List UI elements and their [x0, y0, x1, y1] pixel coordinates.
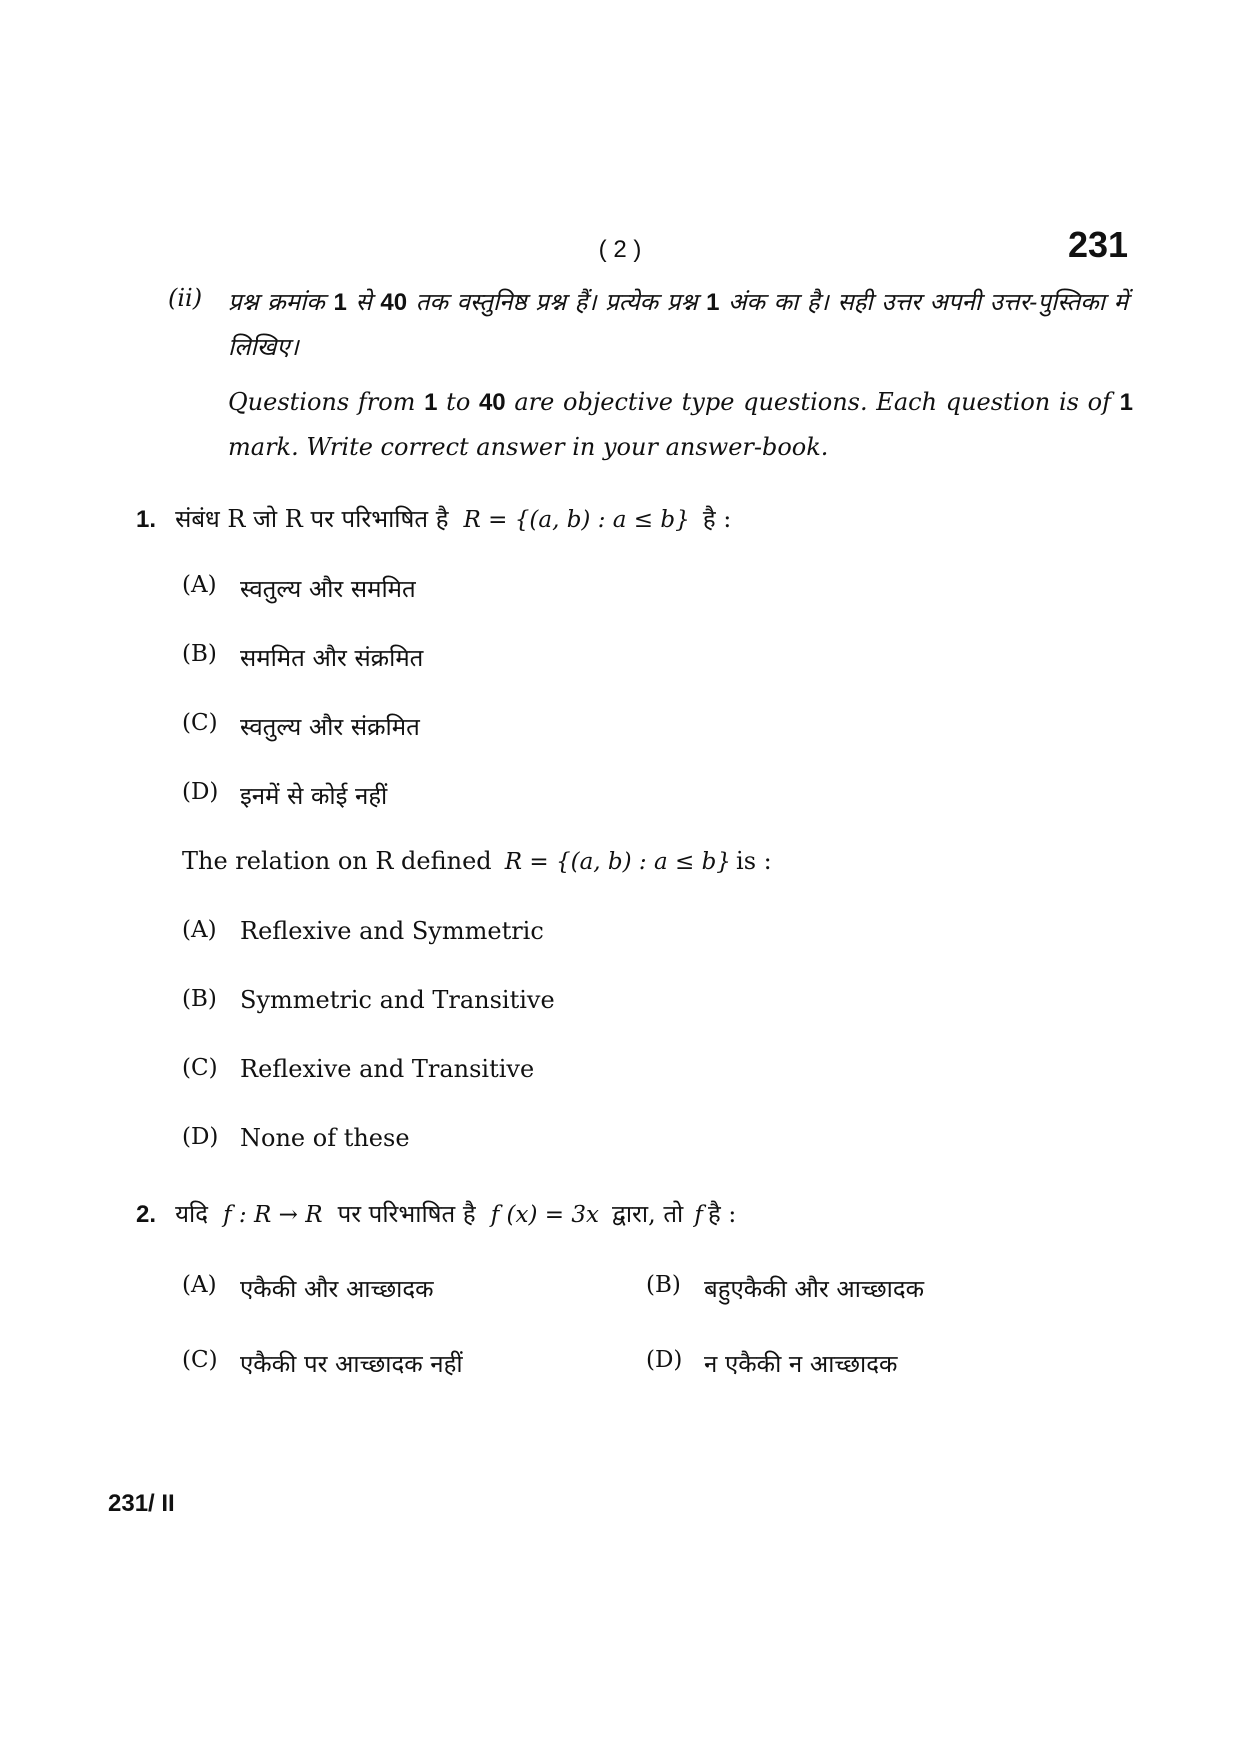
- hindi-instruction-text: से: [355, 288, 372, 316]
- option-text: एकैकी और आच्छादक: [240, 1275, 434, 1303]
- hindi-instruction-number: 1: [706, 289, 720, 316]
- question-text: The relation on R defined: [182, 847, 492, 875]
- option-text: सममित और संक्रमित: [240, 644, 424, 672]
- hindi-instruction-text: तक वस्तुनिष्ठ प्रश्न हैं। प्रत्येक प्रश्न: [415, 288, 698, 316]
- paper-code: 231: [1068, 224, 1129, 265]
- hindi-instruction-text: प्रश्न क्रमांक: [228, 288, 325, 316]
- option-text: Reflexive and Symmetric: [240, 917, 544, 945]
- option[interactable]: [182, 917, 544, 945]
- option[interactable]: [646, 1347, 898, 1378]
- english-instruction-number: 1: [424, 389, 438, 416]
- question-text: पर परिभाषित है: [337, 1200, 476, 1228]
- question-text: द्वारा, तो: [612, 1200, 684, 1228]
- option[interactable]: [182, 986, 555, 1014]
- option[interactable]: [182, 710, 420, 741]
- hindi-instruction-text: अंक का है। सही उत्तर अपनी उत्तर-पुस्तिका में लिखिए।: [228, 288, 1128, 361]
- option-text: बहुएकैकी और आच्छादक: [704, 1275, 925, 1303]
- question-text: यदि: [175, 1200, 208, 1228]
- option[interactable]: [182, 779, 388, 810]
- option-text: न एकैकी न आच्छादक: [704, 1350, 898, 1378]
- option-text: इनमें से कोई नहीं: [240, 782, 388, 810]
- question-1-english-stem: [182, 847, 772, 875]
- relation-formula: R = {(a, b) : a ≤ b}: [463, 507, 690, 533]
- function-formula: f (x) = 3x: [490, 1202, 599, 1228]
- hindi-instruction-number: 1: [333, 289, 347, 316]
- option-label: (A): [182, 572, 217, 598]
- question-number: 1.: [136, 506, 157, 533]
- option[interactable]: [182, 641, 424, 672]
- option-label: (C): [182, 710, 218, 736]
- english-instruction-number: 40: [478, 389, 506, 416]
- option-text: स्वतुल्य और संक्रमित: [240, 713, 420, 741]
- option-text: None of these: [240, 1124, 410, 1152]
- english-instruction: [228, 380, 1133, 469]
- option-label: (B): [182, 986, 217, 1012]
- english-instruction-number: 1: [1119, 389, 1133, 416]
- option-text: स्वतुल्य और सममित: [240, 575, 416, 603]
- question-1-stem: [136, 502, 731, 535]
- option[interactable]: [646, 1272, 925, 1303]
- hindi-instruction-number: 40: [380, 289, 408, 316]
- option[interactable]: [182, 1272, 434, 1303]
- function-formula: f : R → R: [223, 1202, 323, 1228]
- option-label: (D): [646, 1347, 683, 1373]
- english-instruction-text: to: [446, 388, 471, 416]
- option-label: (B): [646, 1272, 681, 1298]
- relation-formula: R = {(a, b) : a ≤ b}: [504, 849, 731, 875]
- option-label: (D): [182, 1124, 219, 1150]
- option-label: (C): [182, 1055, 218, 1081]
- option-text: Reflexive and Transitive: [240, 1055, 535, 1083]
- footer-code: 231/ II: [108, 1490, 175, 1517]
- option-text: एकैकी पर आच्छादक नहीं: [240, 1350, 463, 1378]
- hindi-instruction: [228, 280, 1128, 369]
- question-suffix: है :: [702, 505, 732, 533]
- english-instruction-text: mark. Write correct answer in your answer-book.: [228, 433, 829, 461]
- question-number: 2.: [136, 1201, 157, 1228]
- option[interactable]: [182, 572, 416, 603]
- question-2-stem: [136, 1197, 736, 1230]
- page-number: ( 2 ): [598, 236, 642, 263]
- question-text: संबंध R जो R पर परिभाषित है: [175, 505, 449, 533]
- question-suffix: is :: [736, 847, 772, 875]
- option-label: (A): [182, 1272, 217, 1298]
- function-symbol: f: [694, 1202, 703, 1228]
- option[interactable]: [182, 1124, 410, 1152]
- option[interactable]: [182, 1347, 463, 1378]
- option-text: Symmetric and Transitive: [240, 986, 555, 1014]
- english-instruction-text: are objective type questions. Each question is of: [514, 388, 1111, 416]
- option[interactable]: [182, 1055, 535, 1083]
- option-label: (B): [182, 641, 217, 667]
- english-instruction-text: Questions from: [228, 388, 416, 416]
- option-label: (C): [182, 1347, 218, 1373]
- instruction-numeral: (ii): [168, 284, 203, 312]
- option-label: (A): [182, 917, 217, 943]
- option-label: (D): [182, 779, 219, 805]
- question-suffix: है :: [707, 1200, 737, 1228]
